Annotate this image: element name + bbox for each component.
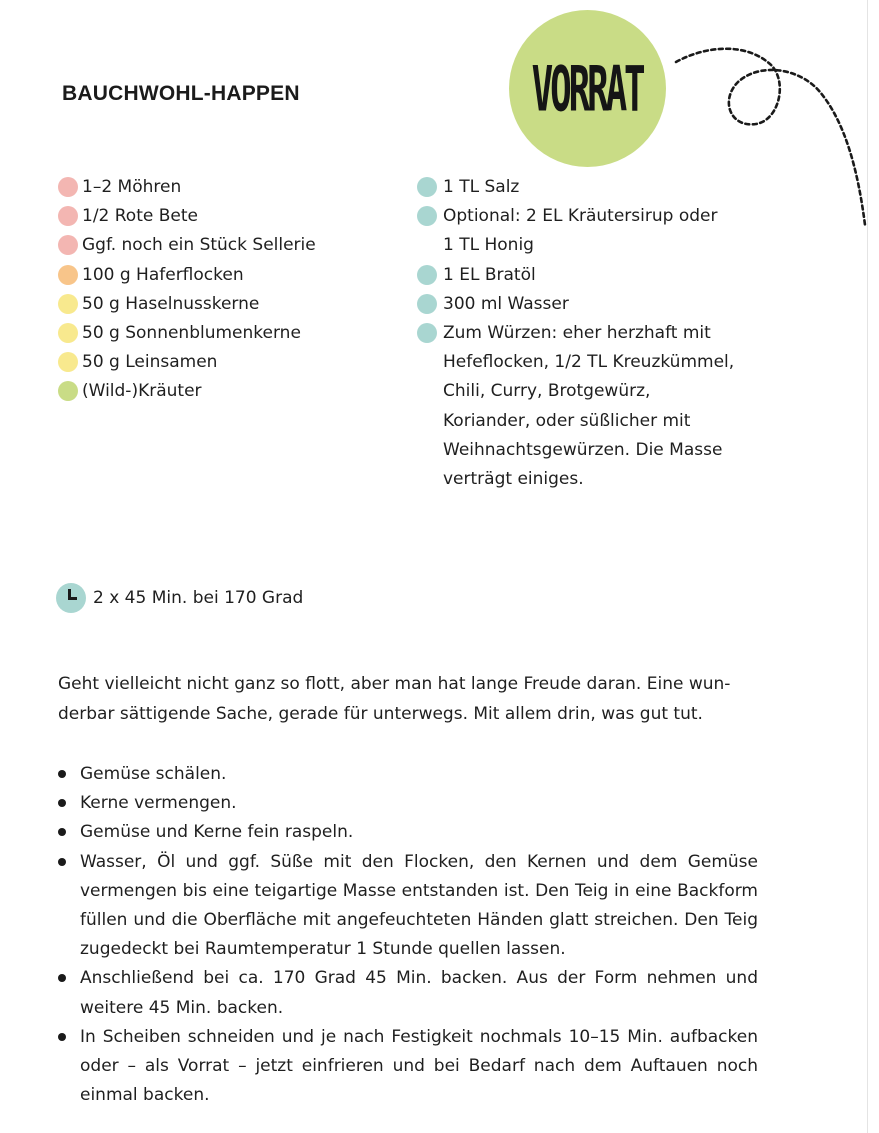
color-dot-icon	[417, 177, 437, 197]
ingredient-item	[417, 407, 734, 436]
baking-time-text: 2 x 45 Min. bei 170 Grad	[93, 588, 304, 608]
ingredient-item	[58, 202, 316, 231]
ingredient-list-left	[58, 173, 316, 407]
intro-line: Geht vielleicht nicht ganz so flott, aber man hat lange Freude daran. Eine wun-	[58, 674, 731, 694]
ingredient-item	[417, 202, 734, 231]
color-dot-icon	[58, 235, 78, 255]
ingredient-item	[58, 348, 316, 377]
ingredient-list-right	[417, 173, 734, 494]
ingredient-text: 1/2 Rote Bete	[82, 206, 198, 227]
color-dot-icon	[417, 294, 437, 314]
ingredient-text: Chili, Curry, Brotgewürz,	[443, 381, 651, 402]
color-dot-icon	[58, 352, 78, 372]
step-item: Kerne vermengen.	[58, 789, 758, 818]
color-dot-icon	[417, 265, 437, 285]
ingredient-text: 1 TL Honig	[443, 235, 534, 256]
ingredient-item	[417, 290, 734, 319]
ingredient-item	[58, 231, 316, 260]
ingredient-text: Optional: 2 EL Kräutersirup oder	[443, 206, 718, 227]
ingredient-text: 1 TL Salz	[443, 177, 520, 197]
ingredient-item	[417, 231, 734, 260]
color-dot-icon	[58, 265, 78, 285]
ingredient-item	[417, 173, 734, 202]
color-dot-icon	[58, 323, 78, 343]
vorrat-badge	[509, 10, 666, 167]
step-item: Gemüse schälen.	[58, 760, 758, 789]
intro-paragraph	[58, 670, 758, 729]
ingredient-item	[417, 436, 734, 465]
ingredient-item	[58, 290, 316, 319]
color-dot-icon	[58, 177, 78, 197]
ingredient-text: 50 g Sonnenblumenkerne	[82, 323, 301, 344]
color-dot-icon	[58, 206, 78, 226]
ingredient-text: 1–2 Möhren	[82, 177, 182, 197]
vorrat-badge-label: VORRAT	[532, 52, 643, 125]
ingredient-item	[417, 465, 734, 494]
color-dot-icon	[417, 206, 437, 226]
ingredient-text: (Wild-)Kräuter	[82, 381, 202, 402]
step-item: Anschließend bei ca. 170 Grad 45 Min. backen. Aus der Form nehmen und weitere 45 Min. backen.	[58, 964, 758, 1022]
recipe-title: BAUCHWOHL-HAPPEN	[62, 82, 300, 105]
color-dot-icon	[417, 323, 437, 343]
color-dot-icon	[58, 294, 78, 314]
ingredient-item	[417, 319, 734, 348]
ingredient-text: Zum Würzen: eher herzhaft mit	[443, 323, 711, 344]
ingredient-text: 300 ml Wasser	[443, 293, 569, 314]
color-dot-icon	[58, 381, 78, 401]
step-item: Wasser, Öl und ggf. Süße mit den Flocken, den Kernen und dem Gemüse vermengen bis eine teigartige Masse entstanden ist. Den Teig in eine Backform füllen und die Oberfläche mit angefeuchteten Händen glatt streichen. Den Teig zugedeckt bei Raumtemperatur 1 Stunde quellen lassen.	[58, 848, 758, 965]
ingredient-text: Ggf. noch ein Stück Sellerie	[82, 235, 316, 256]
ingredient-text: 50 g Leinsamen	[82, 352, 218, 373]
baking-time	[56, 583, 303, 613]
ingredient-item	[58, 319, 316, 348]
ingredient-text: Hefeflocken, 1/2 TL Kreuzkümmel,	[443, 352, 735, 373]
ingredient-text: 100 g Haferflocken	[82, 264, 244, 285]
clock-icon	[56, 583, 86, 613]
step-item: In Scheiben schneiden und je nach Festigkeit nochmals 10–15 Min. aufbacken oder – als Vorrat – jetzt einfrieren und bei Bedarf nach dem Auftauen noch einmal backen.	[58, 1023, 758, 1111]
step-item: Gemüse und Kerne fein raspeln.	[58, 818, 758, 847]
preparation-steps	[58, 760, 758, 1110]
ingredient-text: Weihnachtsgewürzen. Die Masse	[443, 439, 723, 460]
ingredient-text: 50 g Haselnusskerne	[82, 293, 260, 314]
ingredient-item	[58, 377, 316, 406]
ingredient-text: verträgt einiges.	[443, 469, 584, 490]
ingredient-item	[417, 348, 734, 377]
ingredient-text: Koriander, oder süßlicher mit	[443, 410, 691, 431]
ingredient-item	[417, 377, 734, 406]
ingredient-text: 1 EL Bratöl	[443, 264, 536, 285]
ingredient-item	[58, 173, 316, 202]
intro-line: derbar sättigende Sache, gerade für unterwegs. Mit allem drin, was gut tut.	[58, 703, 703, 724]
ingredient-item	[417, 261, 734, 290]
ingredient-item	[58, 261, 316, 290]
